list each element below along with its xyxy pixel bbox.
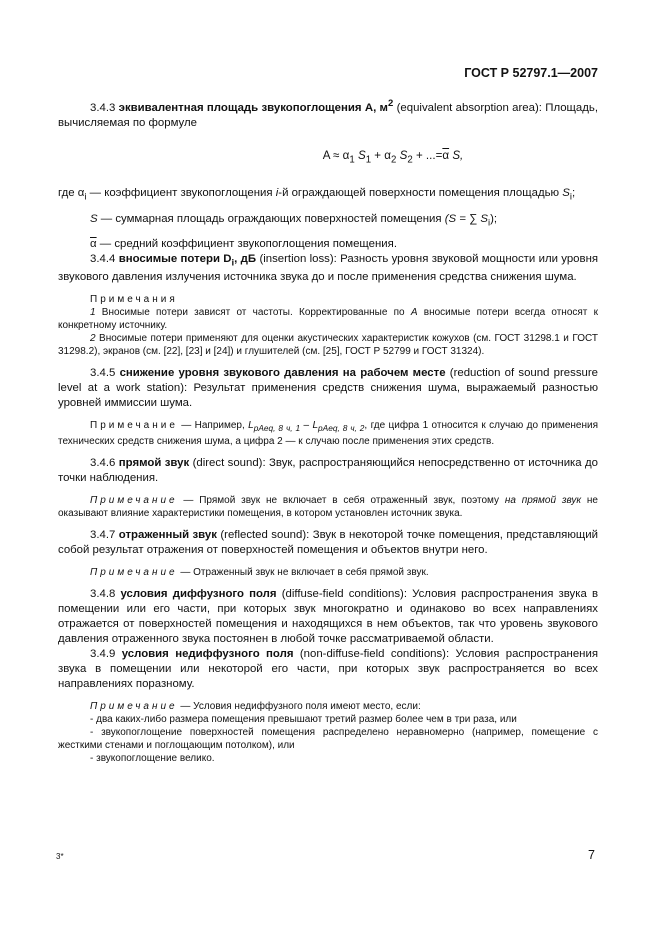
note-number: 1 — [90, 306, 96, 318]
term-english: (non-diffuse-field conditions) — [299, 647, 446, 660]
where-text: -й ограждающей поверхности помещения площадью — [278, 187, 563, 200]
index-i: i — [275, 187, 279, 200]
s-sub: i — [569, 191, 572, 203]
l-sub: pAeq, 8 ч, 2 — [318, 422, 365, 433]
formula-sub: 1 — [365, 154, 372, 166]
definition: : Звук, распространяющийся непосредственно от источника до точки наблюдения. — [58, 456, 599, 484]
where-alpha-mean — [58, 237, 598, 252]
section-number: 3.4.6 — [90, 456, 116, 469]
section-number: 3.4.3 — [90, 101, 116, 114]
note-1 — [58, 306, 598, 332]
document-code: ГОСТ Р 52797.1—2007 — [464, 66, 598, 80]
formula-approx: ≈ — [333, 148, 340, 162]
term-english: (diffuse-field conditions) — [281, 587, 404, 600]
list-item: - два каких-либо размера помещения превышают третий размер более чем в три раза, или — [90, 713, 517, 725]
note-text: — Отраженный звук не включает в себя прямой звук. — [177, 566, 429, 578]
section-number: 3.4.4 — [90, 252, 116, 265]
section-number: 3.4.8 — [90, 587, 116, 600]
term-text: вносимые потери D — [118, 252, 232, 265]
l-sub: pAeq, 8 ч, 1 — [253, 422, 301, 433]
definition: : Условия распространения звука в помещении или некоторой его части, при которых звук распространяется во всех направлениях поразному. — [58, 647, 598, 690]
term-english: (insertion loss) — [259, 252, 334, 265]
note-text: Вносимые потери зависят от частоты. Корректированные по — [95, 306, 411, 318]
section-number: 3.4.7 — [90, 528, 116, 541]
term-english: (equivalent absorption area) — [396, 101, 539, 114]
note-symbol: A — [410, 306, 418, 318]
page-number: 7 — [588, 848, 595, 862]
term-sub: i — [231, 256, 235, 268]
note-text: , где цифра 1 относится к случаю до применения технических средств снижения шума, а цифра 2 — к случаю после применения этих средств. — [58, 419, 599, 447]
where-text: — коэффициент звукопоглощения — [86, 187, 276, 200]
alpha-symbol: α — [77, 187, 85, 200]
alpha-sub: i — [84, 191, 87, 203]
note-text: вносимые потери всегда относят к конкретному источнику. — [58, 306, 599, 331]
formula-alpha2: α — [384, 148, 391, 162]
page-body — [58, 96, 598, 765]
l-symbol: L — [312, 419, 319, 431]
term-english: (direct sound) — [192, 456, 263, 469]
term-text: эквивалентная площадь звукопоглощения A, м — [118, 101, 388, 114]
section-3-4-5 — [58, 366, 598, 411]
note-text: не оказывают влияние характеристики помещения, в котором установлен источник звука. — [58, 494, 598, 519]
formula-plus: + — [371, 148, 385, 162]
section-number: 3.4.9 — [90, 647, 116, 660]
where-text: — суммарная площадь ограждающих поверхностей помещения — [97, 213, 445, 226]
definition: : Площадь, вычисляемая по формуле — [58, 101, 598, 129]
list-item: - звукопоглощение велико. — [90, 752, 215, 764]
where-prefix: где — [58, 187, 78, 200]
term: отраженный звук — [118, 528, 217, 541]
note-head: Примечание — [90, 419, 178, 431]
note-text: Вносимые потери применяют для оценки акустических характеристик кожухов (см. ГОСТ 31298.1 и ГОСТ 31298.2), экранов (см. [22], [23] и [24]) и глушителей (см. [25], ГОСТ Р 52799 и ГОСТ 31324). — [58, 332, 598, 357]
minus: – — [300, 419, 313, 431]
formula-lhs: A — [322, 148, 330, 162]
list-item: - звукопоглощение поверхностей помещения распределено неравномерно (например, помещение с жесткими стенами и поглощающим потолком), или — [58, 726, 598, 751]
note-head: Примечание — [90, 566, 178, 578]
sum-sub: i — [487, 217, 491, 229]
term — [118, 98, 394, 114]
note-italic: на прямой звук — [504, 494, 582, 506]
note-3-4-5 — [58, 419, 598, 448]
section-number: 3.4.5 — [90, 366, 116, 379]
term: прямой звук — [118, 456, 190, 469]
note-3-4-7 — [58, 566, 598, 579]
section-3-4-8 — [58, 587, 598, 647]
where-s — [58, 212, 598, 230]
term-sup: 2 — [387, 98, 394, 109]
definition: : Условия распространения звука в помещении или его части, при которых звук многократно и одинаково во всех направлениях отражается от поверхностей помещения и находящихся в нем объектов, так что уровень звукового давления отраженного звука постоянен в любой точке рассматриваемой области. — [58, 587, 598, 645]
definition: : Звук в некоторой точке помещения, представляющий собой результат отражения от поверхностей помещения и объектов внутри него. — [58, 528, 598, 556]
section-3-4-3 — [58, 96, 598, 131]
formula-s1: S — [357, 148, 366, 162]
section-3-4-6 — [58, 456, 598, 486]
where-text: — средний коэффициент звукопоглощения помещения. — [96, 237, 397, 250]
formula-s2: S — [399, 148, 408, 162]
definition: : Разность уровня звуковой мощности или уровня звукового давления излучения источника звука до и после применения средства снижения шума. — [58, 252, 599, 283]
term-english: (reflected sound) — [220, 528, 307, 541]
term: условия диффузного поля — [120, 587, 277, 600]
l-symbol: L — [248, 419, 254, 431]
formula-sub: 1 — [349, 154, 355, 166]
note-text: — Например, — [177, 419, 249, 431]
sum-formula: (S = ∑ S — [444, 213, 488, 226]
note-text: — Условия недиффузного поля имеют место, если: — [177, 700, 421, 712]
term: снижение уровня звукового давления на рабочем месте — [119, 366, 446, 379]
formula-sub: 2 — [391, 154, 397, 166]
formula-s: S, — [452, 148, 464, 162]
note-text: — Прямой звук не включает в себя отраженный звук, поэтому — [177, 494, 505, 506]
term-unit: , дБ — [234, 252, 257, 265]
note-2 — [58, 332, 598, 358]
notes-heading: Примечания — [90, 293, 178, 305]
sum-end: ); — [490, 213, 498, 226]
definition: : Результат применения средств снижения шума, выражаемый разностью уровней иммиссии шума. — [58, 381, 599, 409]
note-head: Примечание — [90, 700, 178, 712]
alpha-mean-symbol: $\overline{\alpha}$ — [90, 237, 97, 250]
formula-tail: + ...= — [412, 148, 443, 162]
term-english: (reduction of sound pressure level at a work station) — [58, 366, 598, 394]
note-number: 2 — [90, 332, 96, 344]
punct: ; — [571, 187, 576, 200]
note-3-4-6 — [58, 494, 598, 520]
formula-alpha1: α — [342, 148, 350, 162]
term: условия недиффузного поля — [121, 647, 294, 660]
section-3-4-4 — [58, 252, 598, 285]
where-alpha — [58, 186, 598, 204]
formula — [58, 148, 598, 167]
term — [118, 252, 257, 268]
sheet-mark: 3* — [56, 852, 64, 861]
note-head: Примечание — [90, 494, 178, 506]
formula-sub: 2 — [407, 154, 413, 166]
s-symbol: S — [562, 187, 570, 200]
section-3-4-9 — [58, 647, 598, 692]
formula-alpha-mean: $\overline{\alpha}$ — [442, 148, 450, 162]
s-symbol: S — [90, 213, 98, 226]
note-3-4-9 — [58, 700, 598, 713]
section-3-4-7 — [58, 528, 598, 558]
